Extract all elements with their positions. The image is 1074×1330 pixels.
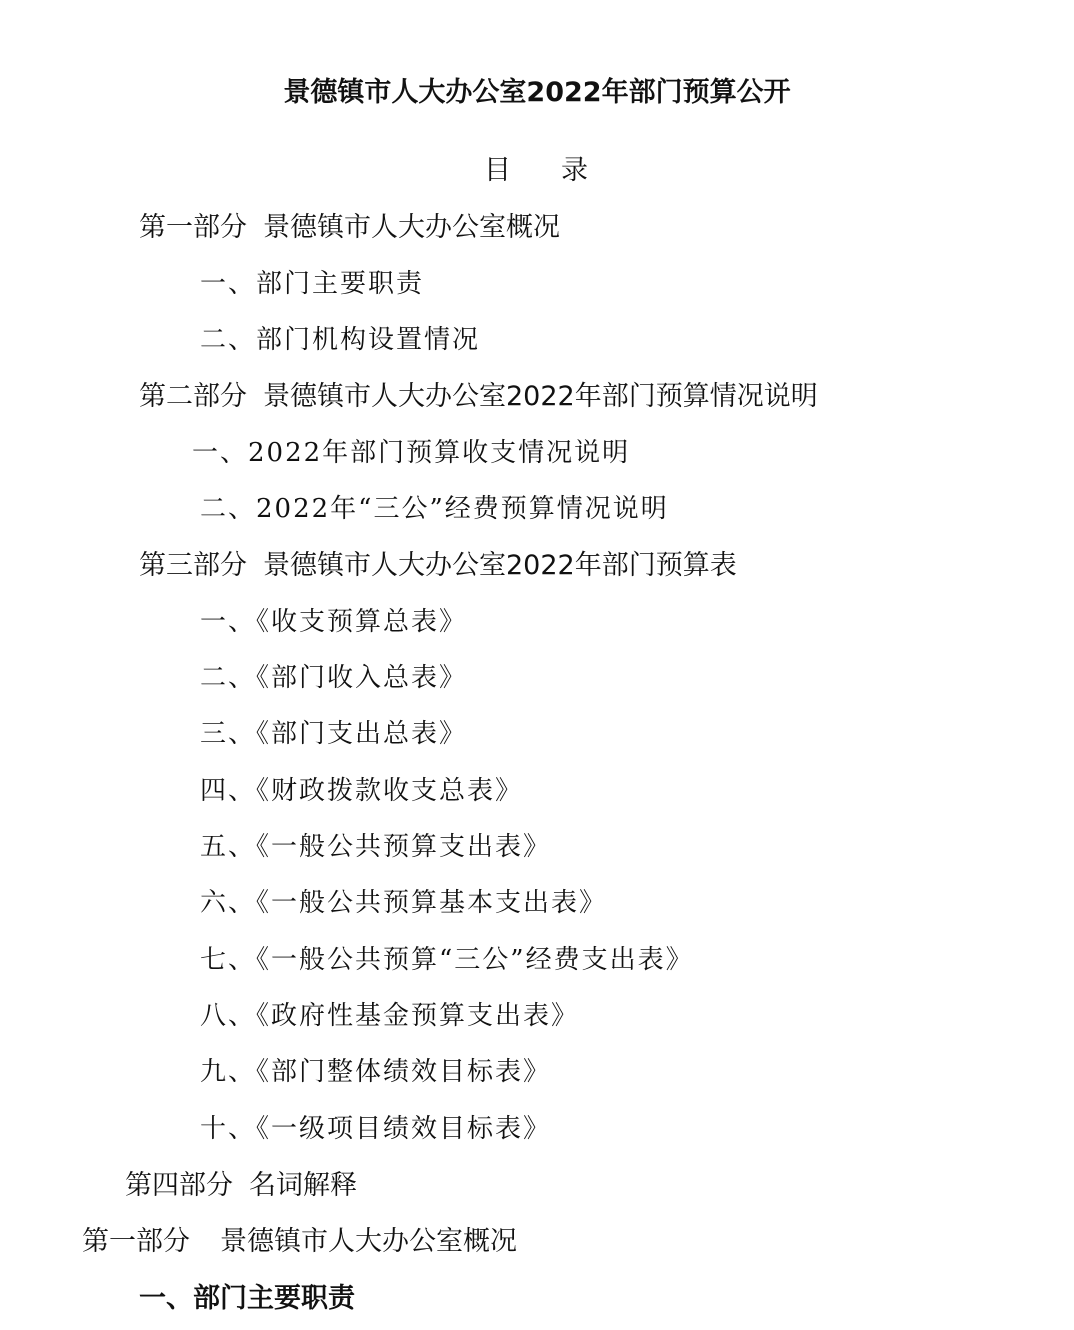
- toc-part-1-label: 第一部分: [139, 212, 247, 243]
- toc-item: 二、2022年“三公”经费预算情况说明: [200, 494, 669, 524]
- sub-heading: 一、部门主要职责: [139, 1283, 355, 1314]
- toc-heading-left: 目: [484, 155, 513, 186]
- toc-part-2-label: 第二部分: [139, 381, 247, 412]
- toc-part-4-text: 名词解释: [249, 1170, 357, 1201]
- toc-part-3: [139, 552, 737, 579]
- toc-item: 六、《一般公共预算基本支出表》: [200, 888, 608, 918]
- toc-part-2-text: 景德镇市人大办公室2022年部门预算情况说明: [263, 381, 818, 412]
- toc-item: 三、《部门支出总表》: [200, 719, 468, 749]
- section-heading: [82, 1228, 517, 1255]
- toc-part-1: [139, 214, 560, 241]
- toc-item: 一、2022年部门预算收支情况说明: [192, 438, 631, 468]
- toc-heading-right: 录: [561, 155, 590, 186]
- toc-part-3-text: 景德镇市人大办公室2022年部门预算表: [263, 550, 737, 581]
- toc-item: 十、《一级项目绩效目标表》: [200, 1114, 552, 1144]
- toc-item: 四、《财政拨款收支总表》: [200, 776, 524, 806]
- toc-item: 七、《一般公共预算“三公”经费支出表》: [200, 945, 694, 975]
- toc-item: 九、《部门整体绩效目标表》: [200, 1057, 552, 1087]
- toc-item: 五、《一般公共预算支出表》: [200, 832, 552, 862]
- toc-part-4: [125, 1172, 357, 1199]
- section-heading-label: 第一部分: [82, 1226, 190, 1257]
- toc-part-4-label: 第四部分: [125, 1170, 233, 1201]
- toc-part-1-text: 景德镇市人大办公室概况: [263, 212, 560, 243]
- section-heading-text: 景德镇市人大办公室概况: [220, 1226, 517, 1257]
- toc-item: 八、《政府性基金预算支出表》: [200, 1001, 580, 1031]
- toc-item: 一、《收支预算总表》: [200, 607, 468, 637]
- toc-part-2: [139, 383, 818, 410]
- toc-part-3-label: 第三部分: [139, 550, 247, 581]
- toc-heading: [0, 157, 1074, 184]
- document-title: 景德镇市人大办公室2022年部门预算公开: [283, 77, 791, 108]
- toc-item: 一、部门主要职责: [200, 269, 425, 299]
- toc-item: 二、《部门收入总表》: [200, 663, 468, 693]
- toc-item: 二、部门机构设置情况: [200, 325, 481, 355]
